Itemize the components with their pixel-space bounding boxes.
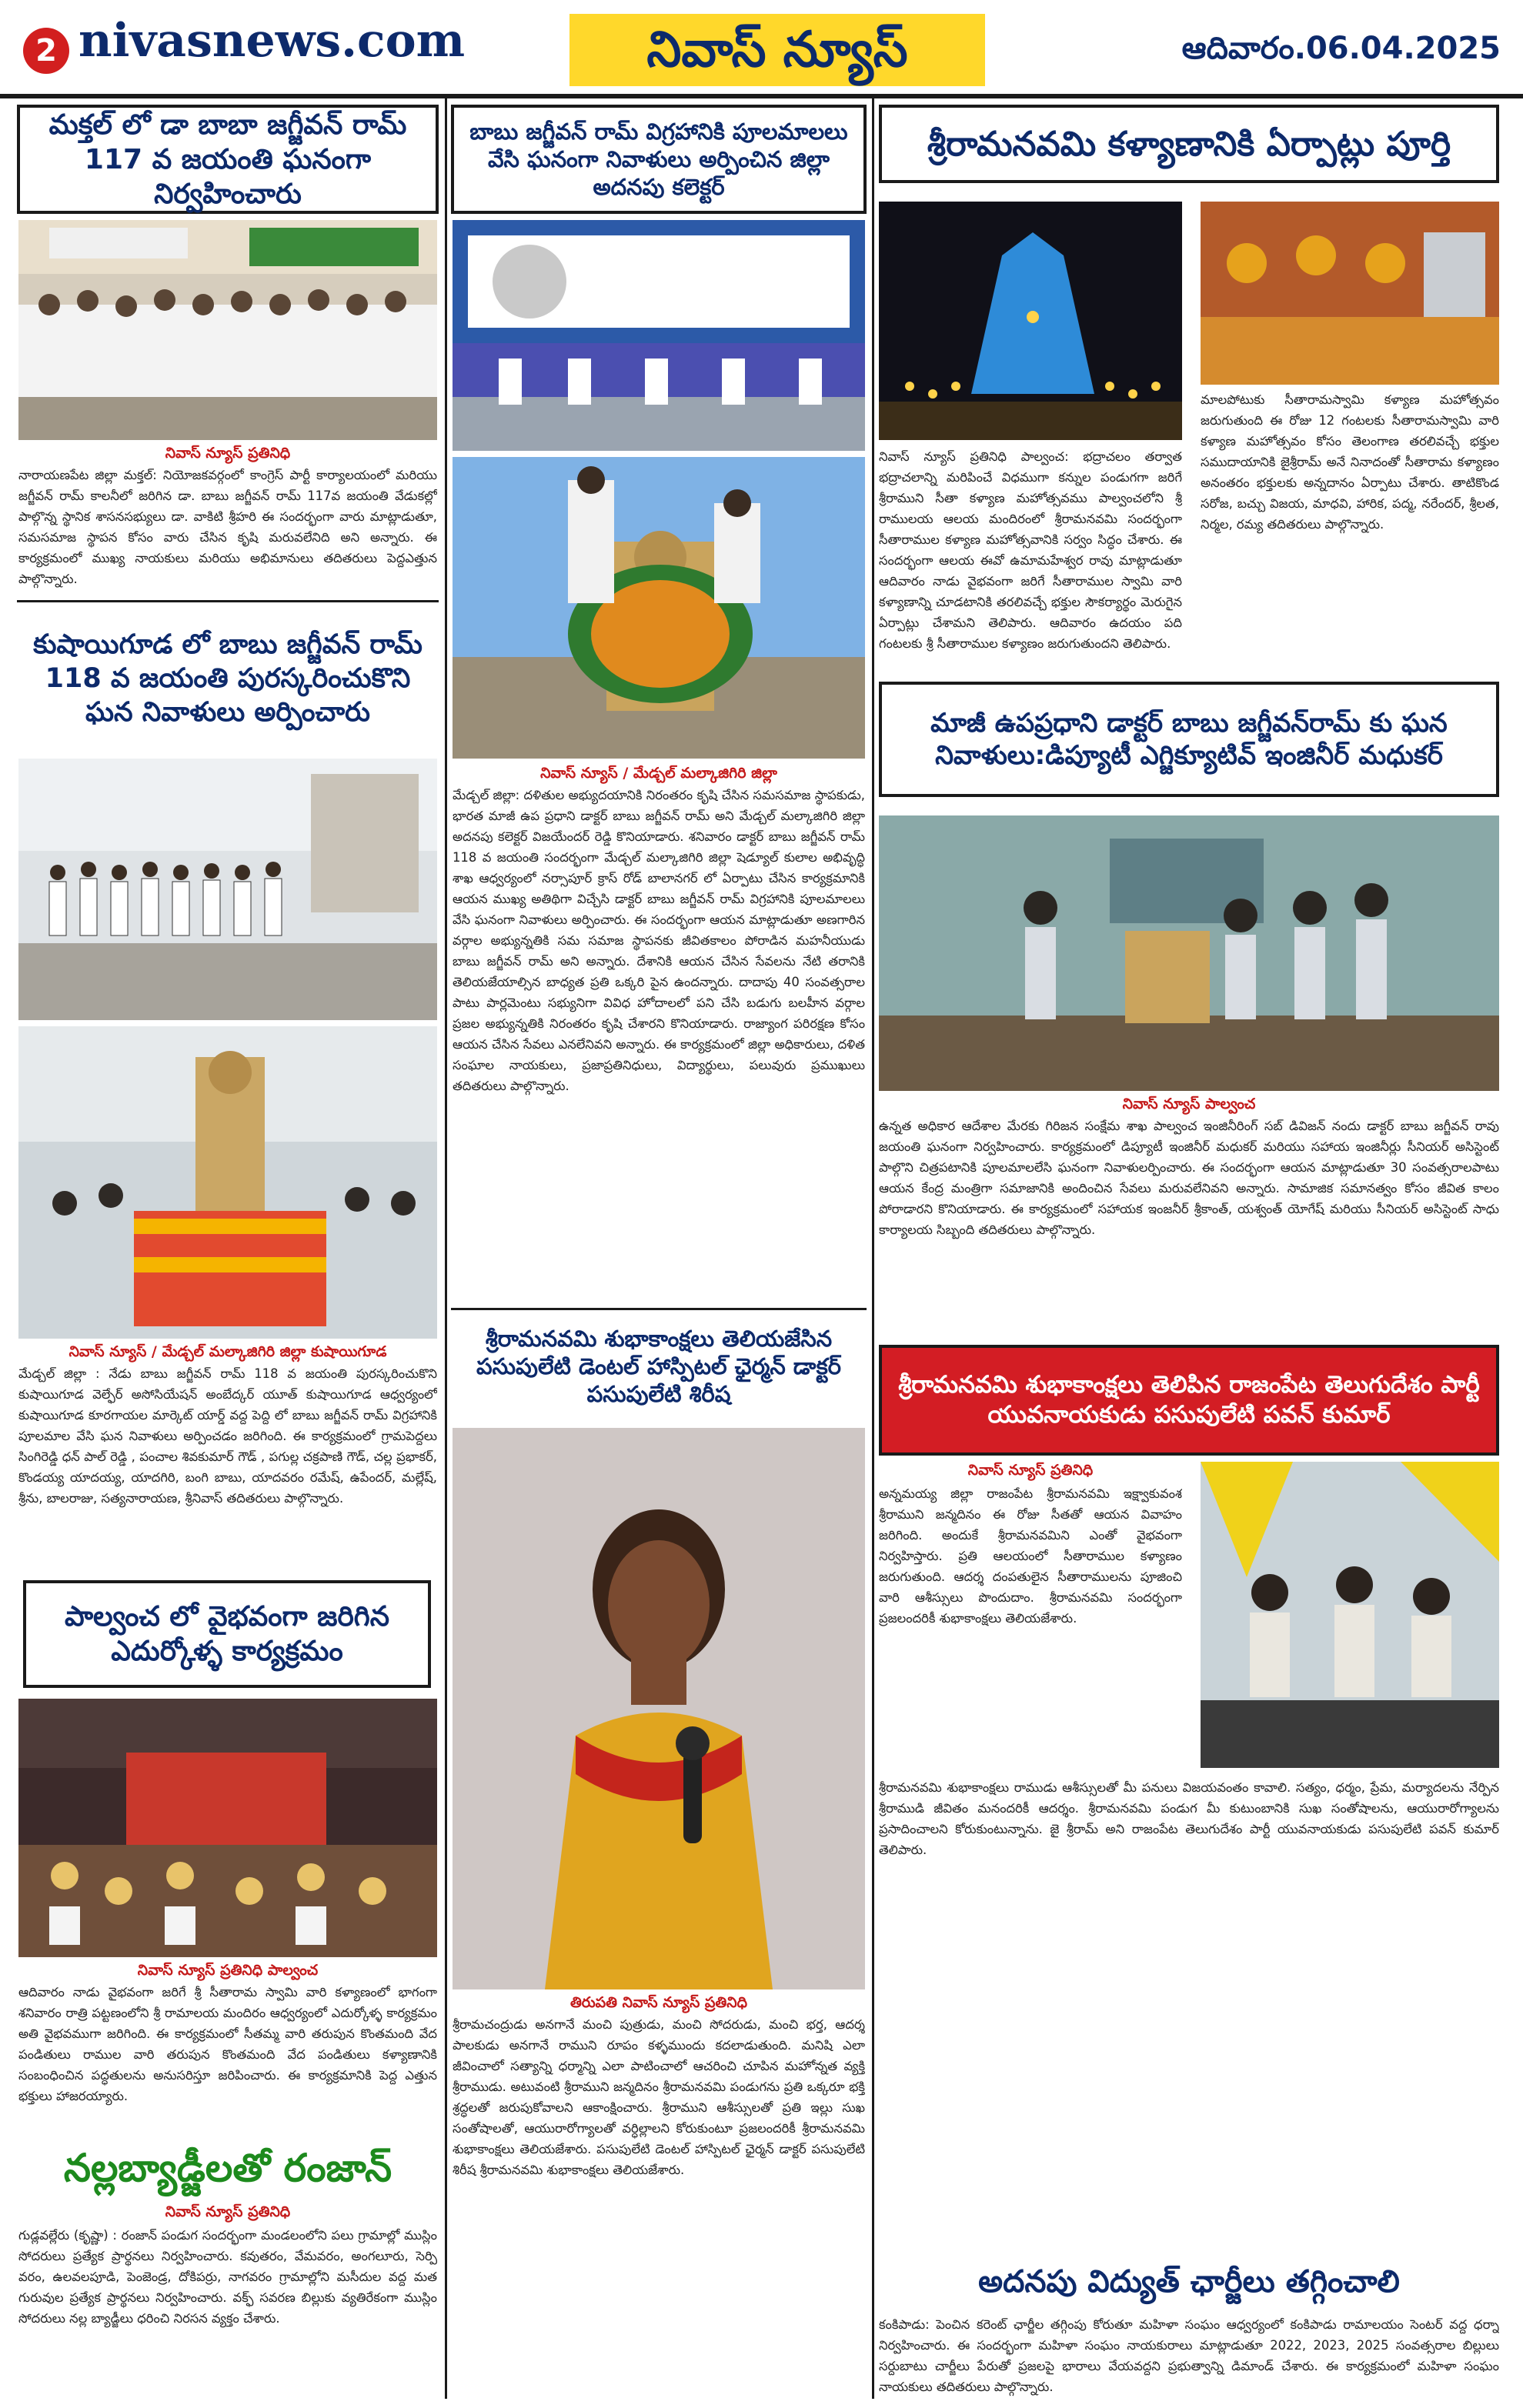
makthal-caption: నివాస్ న్యూస్ ప్రతినిధి bbox=[165, 445, 291, 462]
group-photo-image bbox=[18, 220, 437, 440]
ranjan-headline: నల్లబ్యాడ్జీలతో రంజాన్ bbox=[63, 2145, 392, 2190]
electricity-body: కంకిపాడు: పెంచిన కరెంట్ ఛార్జీల తగ్గింపు కోరుతూ మహిళా సంఘం ఆధ్వర్యంలో కంకిపాడు రామాలయం సెంటర్ వద్ద ధర్నా నిర్వహించారు. ఈ సందర్భంగా మహిళా సంఘం నాయకురాలు మాట్లాడుతూ 2022, 2023, 2025 సంవత్సరాల బిల్లులు సర్దుబాటు చార్జీలు పేరుతో ప్రజలపై భారాలు వేయవద్దని ప్రభుత్వాన్ని డిమాండ్ చేశారు. ఈ కార్యక్రమంలో మహిళా సంఘం నాయకులు తదితరులు పాల్గొన్నారు. bbox=[879, 2317, 1499, 2394]
pawan-kumar-headline: శ్రీరామనవమి శుభాకాంక్షలు తెలిపిన రాజంపేట తెలుగుదేశం పార్టీ యువనాయకుడు పసుపులేటి పవన్ కుమార్ bbox=[879, 1345, 1499, 1456]
sirisha-body: శ్రీరామచంద్రుడు అనగానే మంచి పుత్రుడు, మంచి సోదరుడు, మంచి భర్త, ఆదర్శ పాలకుడు అనగానే రాముని రూపం కళ్ళముందు కదలాడుతుంది. మనిషి ఎలా జీవించాలో సత్యాన్ని ధర్మాన్ని ఎలా పాటించాలో ఆచరించి చూపిన మహోన్నత వ్యక్తి శ్రీరాముడు. అటువంటి శ్రీరాముని జన్మదినం శ్రీరామనవమి పండుగను ప్రతి ఒక్కరూ భక్తి శ్రద్ధలతో జరుపుకోవాలని ఆకాంక్షించారు. శ్రీరాముని ఆశీస్సులతో ప్రతి ఇల్లు సుఖ సంతోషాలతో, ఆయురారోగ్యాలతో వర్ధిల్లాలని కోరుకుంటూ ప్రజలందరికీ శ్రీరామనవమి శుభాకాంక్షలు తెలియజేశారు. పసుపులేటి డెంటల్ హాస్పిటల్ ఛైర్మన్ డాక్టర్ పసుపులేటి శిరీష శ్రీరామనవమి శుభాకాంక్షలు తెలియజేశారు. bbox=[453, 2017, 865, 2177]
kushaiguda-photo-1 bbox=[18, 759, 437, 1020]
sirisha-caption: తిరుపతి నివాస్ న్యూస్ ప్రతినిధి bbox=[569, 1994, 748, 2011]
pawan-kumar-caption: నివాస్ న్యూస్ ప్రతినిధి bbox=[967, 1462, 1094, 1479]
collector-caption: నివాస్ న్యూస్ / మేడ్చల్ మల్కాజిగిరి జిల్లా bbox=[540, 765, 777, 782]
column-divider bbox=[872, 98, 874, 2399]
collector-photo-2 bbox=[453, 457, 865, 759]
makthal-photo bbox=[18, 220, 437, 440]
deputy-engineer-caption: నివాస్ న్యూస్ పాల్వంచ bbox=[1122, 1096, 1256, 1112]
site-url[interactable]: nivasnews.com bbox=[78, 14, 466, 68]
deputy-engineer-photo bbox=[879, 815, 1499, 1091]
makthal-headline: మక్తల్ లో డా బాబా జగ్జీవన్ రామ్ 117 వ జయంతి ఘనంగా నిర్వహించారు bbox=[17, 105, 439, 214]
arrangements-body-left: నివాస్ న్యూస్ ప్రతినిధి పాల్వంచ: భద్రాచలం తర్వాత భద్రాచలాన్ని మరిపించే విధముగా కన్నుల పండుగగా జరిగే శ్రీరాముని సీతా కళ్యాణ మహోత్సవము పాల్వంచలోని శ్రీ రాములయ ఆలయ మందిరంలో శ్రీరామనవమి సందర్భంగా సీతారాముల కళ్యాణ మహోత్సవానికి సర్వం సిద్ధం చేశారు. ఈ సందర్భంగా ఆలయ ఈవో ఉమామహేశ్వర రావు మాట్లాడుతూ ఆదివారం నాడు వైభవంగా జరిగే సీతారాముల స్వామి వారి కళ్యాణాన్ని చూడటానికి తరలివచ్చే భక్తుల సౌకర్యార్థం మెరుగైన ఏర్పాట్లు చేశామని తెలిపారు. ఆదివారం ఉదయం పది గంటలకు శ్రీ సీతారాముల కళ్యాణం జరుగుతుందని తెలిపారు. bbox=[879, 449, 1182, 651]
issue-date: ఆదివారం.06.04.2025 bbox=[1181, 31, 1501, 66]
article-divider bbox=[451, 1308, 867, 1310]
electricity-headline: అదనపు విద్యుత్ ఛార్జీలు తగ్గించాలి bbox=[978, 2264, 1400, 2300]
page-number: 2 bbox=[23, 28, 69, 74]
edurkolu-body: ఆదివారం నాడు వైభవంగా జరిగే శ్రీ సీతారామ స్వామి వారి కళ్యాణంలో భాగంగా శనివారం రాత్రి పట్టణంలోని శ్రీ రామాలయ మందిరం ఆధ్వర్యంలో ఎదుర్కోళ్ళ కార్యక్రమం అతి వైభవముగా జరిగింది. ఈ కార్యక్రమంలో సీతమ్మ వారి తరుపున కొంతమంది వేద పండితులు రాముల వారి తరుపున కొంతమంది వేద పండితులు కళ్యాణానికి సంబంధించిన పద్ధతులను అనుసరిస్తూ జరిపించారు. ఈ కార్యక్రమానికి పెద్ద ఎత్తున భక్తులు హాజరయ్యారు. bbox=[18, 1985, 437, 2103]
edurkolu-photo bbox=[18, 1699, 437, 1957]
kushaiguda-body: మేడ్చల్ జిల్లా : నేడు బాబు జగ్జీవన్ రామ్ 118 వ జయంతి పురస్కరించుకొని కుషాయిగూడ వెల్ఫేర్ అసోసియేషన్ అంబేద్కర్ యూత్ కుషాయిగూడ ఆధ్వర్యంలో కుషాయిగూడ కూరగాయల మార్కెట్ యార్డ్ వద్ద పెద్ది లో బాబు జగ్జీవన్ రామ్ విగ్రహానికి పూలమాల వేసి ఘన నివాళులు అర్పించడం జరిగింది. ఈ కార్యక్రమంలో గ్రామపెద్దలు సింగిరెడ్డి ధన్ పాల్ రెడ్డి , పంచాల శివకుమార్ గౌడ్ , పగుల్ల చక్రపాణి గౌడ్, చల్ల ప్రభాకర్, కొండయ్య యాదయ్య, యాదగిరి, బంగి బాబు, యాదవరం రమేష్, ఉపేందర్, మల్లేష్, శ్రీను, బాలరాజు, సత్యనారాయణ, శ్రీనివాస్ తదితరులు పాల్గొన్నారు. bbox=[18, 1366, 437, 1506]
collector-body: మేడ్చల్ జిల్లా: దళితుల అభ్యుదయానికి నిరంతరం కృషి చేసిన సమసమాజ స్థాపకుడు, భారత మాజీ ఉప ప్రధాని డాక్టర్ బాబు జగ్జీవన్ రామ్ అని మేడ్చల్ మల్కాజిగిరి జిల్లా అదనపు కలెక్టర్ విజయేందర్ రెడ్డి కొనియాడారు. శనివారం డాక్టర్ బాబు జగ్జీవన్ రామ్ 118 వ జయంతి సందర్భంగా మేడ్చల్ మల్కాజిగిరి జిల్లా షెడ్యూల్ కులాల అభివృద్ధి శాఖ ఆధ్వర్యంలో నర్సాపూర్ క్రాస్ రోడ్ బాలానగర్ లో ఏర్పాటు చేసిన కార్యక్రమానికి ఆయన ముఖ్య అతిథిగా విచ్చేసి డాక్టర్ బాబు జగ్జీవన్ రామ్ విగ్రహానికి పూలమాలలు వేసి ఘనంగా నివాళులు అర్పించారు. ఈ సందర్భంగా ఆయన మాట్లాడుతూ అణగారిన వర్గాల అభ్యున్నతికి సమ సమాజ స్థాపనకు జీవితకాలం పోరాడిన మహనీయుడు బాబు జగ్జీవన్ రామ్ అని అన్నారు. దేశానికి ఆయన చేసిన సేవలను నేటి తరానికి తెలియజేయాల్సిన బాధ్యత ప్రతి ఒక్కరి పైన ఉందన్నారు. దాదాపు 40 సంవత్సరాల పాటు పార్లమెంటు సభ్యునిగా వివిధ హోదాలలో పని చేసి బడుగు బలహీన వర్గాల ప్రజల అభ్యున్నతికి నిరంతరం కృషి చేశారని కొనియాడారు. రాజ్యాంగ పరిరక్షణ కోసం ఆయన చేసిన సేవలు ఎనలేనివని అన్నారు. ఈ కార్యక్రమంలో జిల్లా అధికారులు, దళిత సంఘాల నాయకులు, ప్రజాప్రతినిధులు, విద్యార్థులు, పలువురు ప్రముఖులు తదితరులు పాల్గొన్నారు. bbox=[453, 788, 865, 1093]
article-divider bbox=[17, 600, 439, 602]
makthal-body: నారాయణపేట జిల్లా మక్తల్: నియోజకవర్గంలో కాంగ్రెస్ పార్టీ కార్యాలయంలో మరియు జగ్జీవన్ రామ్ కాలనీలో జరిగిన డా. బాబు జగ్జీవన్ రామ్ 117వ జయంతి వేడుకల్లో పాల్గొన్న స్థానిక శాసనసభ్యులు డా. వాకిటి శ్రీహరి ఈ సందర్భంగా వారు మాట్లాడుతూ, సమసమాజ స్థాపన కోసం వారు చేసిన కృషి మరువలేనిది అని అన్నారు. ఈ కార్యక్రమంలో ముఖ్య నాయకులు మరియు అభిమానులు తదితరులు పెద్దఎత్తున పాల్గొన్నారు. bbox=[18, 468, 437, 586]
brand-title: నివాస్ న్యూస్ bbox=[569, 14, 985, 86]
edurkolu-headline: పాల్వంచ లో వైభవంగా జరిగిన ఎదుర్కోళ్ళ కార్యక్రమం bbox=[23, 1580, 431, 1688]
devotees-photo bbox=[1201, 202, 1499, 385]
kushaiguda-caption: నివాస్ న్యూస్ / మేడ్చల్ మల్కాజిగిరి జిల్లా కుషాయిగూడ bbox=[68, 1343, 387, 1360]
collector-headline: బాబు జగ్జీవన్ రామ్ విగ్రహానికి పూలమాలలు వేసి ఘనంగా నివాళులు అర్పించిన జిల్లా అదనపు కలెక్టర్ bbox=[451, 105, 867, 214]
sirisha-headline: శ్రీరామనవమి శుభాకాంక్షలు తెలియజేసిన పసుపులేటి డెంటల్ హాస్పిటల్ ఛైర్మన్ డాక్టర్ పసుపులేటి శిరీష bbox=[476, 1325, 841, 1408]
deputy-engineer-headline: మాజీ ఉపప్రధాని డాక్టర్ బాబు జగ్జీవన్‌రామ్ కు ఘన నివాళులు:డిప్యూటీ ఎగ్జిక్యూటివ్ ఇంజినీర్ మధుకర్ bbox=[879, 682, 1499, 797]
ranjan-caption: నివాస్ న్యూస్ ప్రతినిధి bbox=[165, 2203, 291, 2220]
kushaiguda-headline: కుషాయిగూడ లో బాబు జగ్జీవన్ రామ్ 118 వ జయంతి పురస్కరించుకొని ఘన నివాళులు అర్పించారు bbox=[33, 629, 422, 728]
pawan-kumar-body-bottom: శ్రీరామనవమి శుభాకాంక్షలు రాముడు ఆశీస్సులతో మీ పనులు విజయవంతం కావాలి. సత్యం, ధర్మం, ప్రేమ, మర్యాదలను నేర్పిన శ్రీరాముడి జీవితం మనందరికీ ఆదర్శం. శ్రీరామనవమి పండుగ మీ కుటుంబానికి సుఖ సంతోషాలను, ఆయురారోగ్యాలను ప్రసాదించాలని కోరుకుంటున్నాను. జై శ్రీరామ్ అని రాజంపేట తెలుగుదేశం పార్టీ యువనాయకుడు పసుపులేటి పవన్ కుమార్ తెలిపారు. bbox=[879, 1780, 1499, 1857]
temple-lights-photo bbox=[879, 202, 1182, 440]
masthead bbox=[0, 0, 1523, 98]
collector-photo-1 bbox=[453, 220, 865, 451]
ranjan-body: గుడ్లవల్లేరు (కృష్ణా) : రంజాన్ పండుగ సందర్భంగా మండలంలోని పలు గ్రామాల్లో ముస్లిం సోదరులు ప్రత్యేక ప్రార్థనలు నిర్వహించారు. కవుతరం, వేమవరం, అంగలూరు, సెర్పి వరం, ఉలవలపూడి, పెంజెండ్ర, దోకిపర్రు, నాగవరం గ్రామాల్లోని మసీదుల వద్ద మత గురువుల ప్రత్యేక ప్రార్థనలు నిర్వహించారు. వక్ఫ్ సవరణ బిల్లుకు వ్యతిరేకంగా ముస్లిం సోదరులు నల్ల బ్యాడ్జీలు ధరించి నిరసన వ్యక్తం చేశారు. bbox=[18, 2228, 437, 2326]
deputy-engineer-body: ఉన్నత అధికార ఆదేశాల మేరకు గిరిజన సంక్షేమ శాఖ పాల్వంచ ఇంజినీరింగ్ సబ్ డివిజన్ నందు డాక్టర్ బాబు జగ్జీవన్ రావు జయంతి ఘనంగా నిర్వహించారు. కార్యక్రమంలో డిప్యూటీ ఇంజినీర్ మధుకర్ మరియు సహాయ ఇంజినీర్లు సీనియర్ అసిస్టెంట్ పాల్గొని చిత్రపటానికి పూలమాలలేసి ఘనంగా నివాళులర్పించారు. ఈ సందర్భంగా ఆయన మాట్లాడుతూ 30 సంవత్సరాలపాటు ఆయన కేంద్ర మంత్రిగా సమాజానికి అందించిన సేవలు మరువలేనివని అన్నారు. సామాజిక సమానత్వం కోసం జీవిత కాలం పోరాడారని కొనియాడారు. ఈ కార్యక్రమంలో సహాయక ఇంజనీర్ శ్రీకాంత్, యశ్వంత్ యోగేష్ మరియు సీనియర్ అసిస్టెంట్ సాధు కార్యాలయ సిబ్బంది తదితరులు పాల్గొన్నారు. bbox=[879, 1119, 1499, 1237]
edurkolu-caption: నివాస్ న్యూస్ ప్రతినిధి పాల్వంచ bbox=[137, 1962, 319, 1979]
kushaiguda-photo-2 bbox=[18, 1026, 437, 1339]
arrangements-body-right: మాలపోటుకు సీతారామస్వామి కళ్యాణ మహోత్సవం జరుగుతుంది ఈ రోజు 12 గంటలకు సీతారామస్వామి వారి కళ్యాణ మహోత్సవం కోసం తెలంగాణ తరలివచ్చే భక్తుల సముదాయానికి జైశ్రీరామ్ అనే నినాదంతో సీతారామ కళ్యాణం అనంతరం భక్తులకు అన్నదానం ఏర్పాటు చేశారు. తాటికొండ సరోజ, బచ్చు విజయ, మాధవి, హారిక, పద్మ, నరేందర్, శ్రీలత, నిర్మల, రమ్య తదితరులు పాల్గొన్నారు. bbox=[1201, 392, 1499, 532]
column-divider bbox=[445, 98, 447, 2399]
pawan-kumar-body-top: అన్నమయ్య జిల్లా రాజంపేట శ్రీరామనవమి ఇక్ష్వాకువంశ శ్రీరాముని జన్మదినం ఈ రోజు సీతతో ఆయన వివాహం జరిగింది. అందుకే శ్రీరామనవమిని ఎంతో వైభవంగా నిర్వహిస్తారు. ప్రతి ఆలయంలో సీతారాముల కళ్యాణం జరుగుతుంది. ఆదర్శ దంపతులైన సీతారాములను పూజించి వారి ఆశీస్సులు పొందుదాం. శ్రీరామనవమి సందర్భంగా ప్రజలందరికీ శుభాకాంక్షలు తెలియజేశారు. bbox=[879, 1486, 1182, 1626]
sirisha-photo bbox=[453, 1428, 865, 1989]
arrangements-headline: శ్రీరామనవమి కళ్యాణానికి ఏర్పాట్లు పూర్తి bbox=[879, 105, 1499, 183]
rally-photo bbox=[1201, 1462, 1499, 1768]
